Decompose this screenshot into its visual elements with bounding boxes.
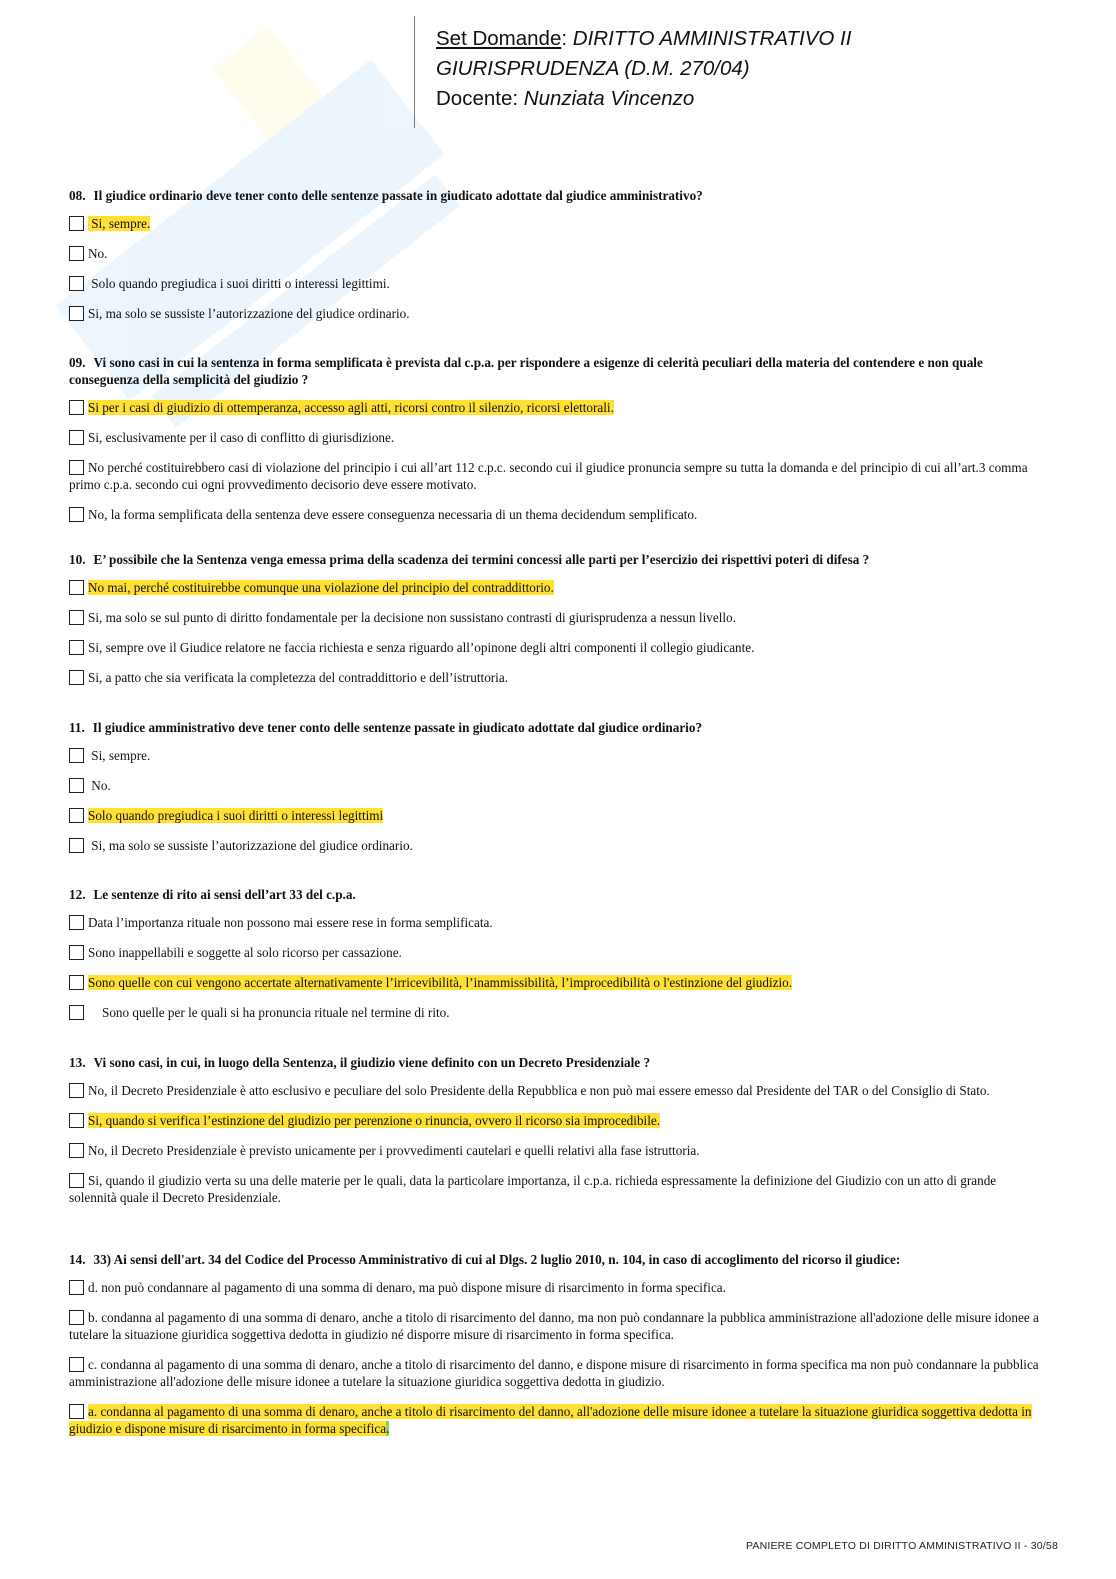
header-divider <box>414 16 415 128</box>
answer-text: Si, sempre ove il Giudice relatore ne faccia richiesta e senza riguardo all’opinone degli altri componenti il collegio giudicante. <box>88 640 755 655</box>
answer-checkbox[interactable] <box>69 430 84 445</box>
answer-option[interactable] <box>69 1142 1045 1159</box>
answer-text: Sono quelle per le quali si ha pronuncia rituale nel termine di rito. <box>102 1005 450 1020</box>
question-title <box>69 719 1045 736</box>
answer-text: d. non può condannare al pagamento di una somma di denaro, ma può dispone misure di risarcimento in forma specifica. <box>88 1280 726 1295</box>
question-number: 10. <box>69 552 86 567</box>
answer-checkbox[interactable] <box>69 276 84 291</box>
question-title <box>69 886 1045 903</box>
teacher-label: Docente: <box>436 87 519 110</box>
answer-checkbox[interactable] <box>69 216 84 231</box>
question-number: 08. <box>69 188 86 203</box>
answer-checkbox[interactable] <box>69 838 84 853</box>
answer-text: Si, quando si verifica l’estinzione del giudizio per perenzione o rinuncia, ovvero il ricorso sia improcedibile. <box>88 1113 661 1128</box>
question-6 <box>69 1054 1045 1219</box>
question-title <box>69 187 1045 204</box>
course-subtitle: GIURISPRUDENZA (D.M. 270/04) <box>436 57 750 80</box>
question-text: Il giudice amministrativo deve tener conto delle sentenze passate in giudicato adottate dal giudice ordinario? <box>92 720 703 735</box>
teacher-name: Nunziata Vincenzo <box>523 87 695 110</box>
answer-checkbox[interactable] <box>69 1113 84 1128</box>
answer-option[interactable] <box>69 1112 1045 1129</box>
answer-checkbox[interactable] <box>69 945 84 960</box>
document-header <box>436 24 851 114</box>
answer-option[interactable] <box>69 429 1045 446</box>
answer-option[interactable] <box>69 837 1045 854</box>
answer-text: Si, sempre. <box>88 216 151 231</box>
answer-option[interactable] <box>69 275 1045 292</box>
answer-option[interactable] <box>69 459 1045 493</box>
answer-checkbox[interactable] <box>69 808 84 823</box>
answer-checkbox[interactable] <box>69 640 84 655</box>
question-text: Il giudice ordinario deve tener conto delle sentenze passate in giudicato adottate dal giudice amministrativo? <box>93 188 703 203</box>
answer-checkbox[interactable] <box>69 1005 84 1020</box>
question-number: 14. <box>69 1252 86 1267</box>
answer-option[interactable] <box>69 1082 1045 1099</box>
answer-checkbox[interactable] <box>69 1280 84 1295</box>
answer-checkbox[interactable] <box>69 778 84 793</box>
answer-text: No, il Decreto Presidenziale è previsto unicamente per i provvedimenti cautelari e quelli relativi alla fase istruttoria. <box>88 1143 700 1158</box>
header-colon: : <box>561 27 568 50</box>
answer-text: No, la forma semplificata della sentenza deve essere conseguenza necessaria di un thema decidendum semplificato. <box>88 507 698 522</box>
question-text: Vi sono casi, in cui, in luogo della Sentenza, il giudizio viene definito con un Decreto Presidenziale ? <box>93 1055 651 1070</box>
answer-checkbox[interactable] <box>69 915 84 930</box>
answer-option[interactable] <box>69 639 1045 656</box>
answer-checkbox[interactable] <box>69 1143 84 1158</box>
question-title <box>69 1054 1045 1071</box>
answer-text: Data l’importanza rituale non possono mai essere rese in forma semplificata. <box>88 915 493 930</box>
header-label: Set Domande <box>436 27 562 50</box>
answer-option[interactable] <box>69 669 1045 686</box>
answer-text: Si per i casi di giudizio di ottemperanza, accesso agli atti, ricorsi contro il silenzio, ricorsi elettorali. <box>88 400 614 415</box>
question-text: Le sentenze di rito ai sensi dell’art 33 del c.p.a. <box>93 887 356 902</box>
answer-text: Si, ma solo se sul punto di diritto fondamentale per la decisione non sussistano contrasti di giurisprudenza a nessun livello. <box>88 610 736 625</box>
answer-option[interactable] <box>69 974 1045 991</box>
answer-text: No perché costituirebbero casi di violazione del principio i cui all’art 112 c.p.c. secondo cui il giudice pronuncia sempre su tutta la domanda e del principio di cui all’art.3 comma primo c.p.a. secondo cui ogni provvedimento decisorio deve essere motivato. <box>69 460 1028 492</box>
answer-option[interactable] <box>69 215 1045 232</box>
question-text: 33) Ai sensi dell'art. 34 del Codice del Processo Amministrativo di cui al Dlgs. 2 luglio 2010, n. 104, in caso di accoglimento del ricorso il giudice: <box>93 1252 901 1267</box>
header-line-1 <box>436 24 851 54</box>
answer-text: a. condanna al pagamento di una somma di denaro, anche a titolo di risarcimento del danno, all'adozione delle misure idonee a tutelare la situazione giuridica soggettiva dedotta in giudizio e dispone misure di risarcimento in forma specifica <box>69 1404 1032 1436</box>
answer-text: Sono inappellabili e soggette al solo ricorso per cassazione. <box>88 945 402 960</box>
answer-checkbox[interactable] <box>69 1083 84 1098</box>
question-title <box>69 1251 1045 1268</box>
answer-checkbox[interactable] <box>69 748 84 763</box>
answer-text: Si, sempre. <box>88 748 151 763</box>
answer-checkbox[interactable] <box>69 306 84 321</box>
answer-text: Si, ma solo se sussiste l’autorizzazione del giudice ordinario. <box>88 838 413 853</box>
answer-option[interactable] <box>69 1004 1045 1021</box>
question-text: Vi sono casi in cui la sentenza in forma semplificata è prevista dal c.p.a. per rispondere a esigenze di celerità peculiari della materia del contendere e non quale conseguenza della semplicità del giudizio ? <box>69 355 983 387</box>
answer-checkbox[interactable] <box>69 246 84 261</box>
answer-checkbox[interactable] <box>69 400 84 415</box>
answer-option[interactable] <box>69 579 1045 596</box>
question-title <box>69 354 1045 388</box>
answer-text: Si, ma solo se sussiste l’autorizzazione del giudice ordinario. <box>88 306 410 321</box>
question-number: 12. <box>69 887 86 902</box>
answer-text: No. <box>88 246 108 261</box>
question-4 <box>69 719 1045 867</box>
question-7 <box>69 1251 1045 1450</box>
page-footer: PANIERE COMPLETO DI DIRITTO AMMINISTRATIVO II - 30/58 <box>745 1540 1058 1552</box>
answer-option[interactable] <box>69 609 1045 626</box>
answer-checkbox[interactable] <box>69 975 84 990</box>
question-number: 13. <box>69 1055 86 1070</box>
answer-option[interactable] <box>69 305 1045 322</box>
answer-text: Si, quando il giudizio verta su una delle materie per le quali, data la particolare importanza, il c.p.a. richieda espressamente la definizione del Giudizio con un atto di grande solennità quale il Decreto Presidenziale. <box>69 1173 997 1205</box>
answer-checkbox[interactable] <box>69 460 84 475</box>
answer-option[interactable] <box>69 914 1045 931</box>
answer-option[interactable] <box>69 944 1045 961</box>
answer-option[interactable] <box>69 1172 1045 1206</box>
answer-checkbox[interactable] <box>69 1404 84 1419</box>
question-title <box>69 551 1045 568</box>
answer-option[interactable] <box>69 1356 1045 1390</box>
answer-end-mark: . <box>386 1421 390 1436</box>
answer-option[interactable] <box>69 747 1045 764</box>
course-title: DIRITTO AMMINISTRATIVO II <box>572 27 852 50</box>
question-2 <box>69 354 1045 536</box>
answer-text: Solo quando pregiudica i suoi diritti o interessi legittimi <box>88 808 384 823</box>
answer-text: Si, esclusivamente per il caso di conflitto di giurisdizione. <box>88 430 395 445</box>
question-number: 09. <box>69 355 86 370</box>
answer-checkbox[interactable] <box>69 610 84 625</box>
answer-checkbox[interactable] <box>69 1173 84 1188</box>
answer-option[interactable] <box>69 1309 1045 1343</box>
answer-checkbox[interactable] <box>69 1357 84 1372</box>
answer-option[interactable] <box>69 807 1045 824</box>
question-text: E’ possibile che la Sentenza venga emessa prima della scadenza dei termini concessi alle parti per l’esercizio dei rispettivi poteri di difesa ? <box>93 552 870 567</box>
answer-text: b. condanna al pagamento di una somma di denaro, anche a titolo di risarcimento del danno, ma non può condannare la pubblica amministrazione all'adozione delle misure idonee a tutelare la situazione giuridica soggettiva dedotta in giudizio né disporre misure di risarcimento in forma specifica. <box>69 1310 1039 1342</box>
answer-checkbox[interactable] <box>69 670 84 685</box>
answer-option[interactable] <box>69 777 1045 794</box>
answer-checkbox[interactable] <box>69 507 84 522</box>
answer-checkbox[interactable] <box>69 580 84 595</box>
answer-text: No. <box>88 778 111 793</box>
answer-option[interactable] <box>69 506 1045 523</box>
answer-option[interactable] <box>69 1279 1045 1296</box>
question-1 <box>69 187 1045 335</box>
answer-option[interactable] <box>69 1403 1045 1437</box>
answer-text: No mai, perché costituirebbe comunque una violazione del principio del contraddittorio. <box>88 580 554 595</box>
answer-text: Solo quando pregiudica i suoi diritti o interessi legittimi. <box>88 276 390 291</box>
question-5 <box>69 886 1045 1034</box>
answer-text: No, il Decreto Presidenziale è atto esclusivo e peculiare del solo Presidente della Repubblica e non può mai essere emesso dal Presidente del TAR o del Consiglio di Stato. <box>88 1083 990 1098</box>
answer-checkbox[interactable] <box>69 1310 84 1325</box>
answer-option[interactable] <box>69 245 1045 262</box>
question-number: 11. <box>69 720 85 735</box>
answer-text: Si, a patto che sia verificata la completezza del contraddittorio e dell’istruttoria. <box>88 670 508 685</box>
question-3 <box>69 551 1045 699</box>
answer-text: c. condanna al pagamento di una somma di denaro, anche a titolo di risarcimento del danno, e dispone misure di risarcimento in forma specifica ma non può condannare la pubblica amministrazione all'adozione delle misure idonee a tutelare la situazione giuridica soggettiva dedotta in giudizio. <box>69 1357 1039 1389</box>
teacher-line <box>436 84 851 114</box>
answer-text: Sono quelle con cui vengono accertate alternativamente l’irricevibilità, l’inammissibilità, l’improcedibilità o l'estinzione del giudizio. <box>88 975 793 990</box>
answer-option[interactable] <box>69 399 1045 416</box>
